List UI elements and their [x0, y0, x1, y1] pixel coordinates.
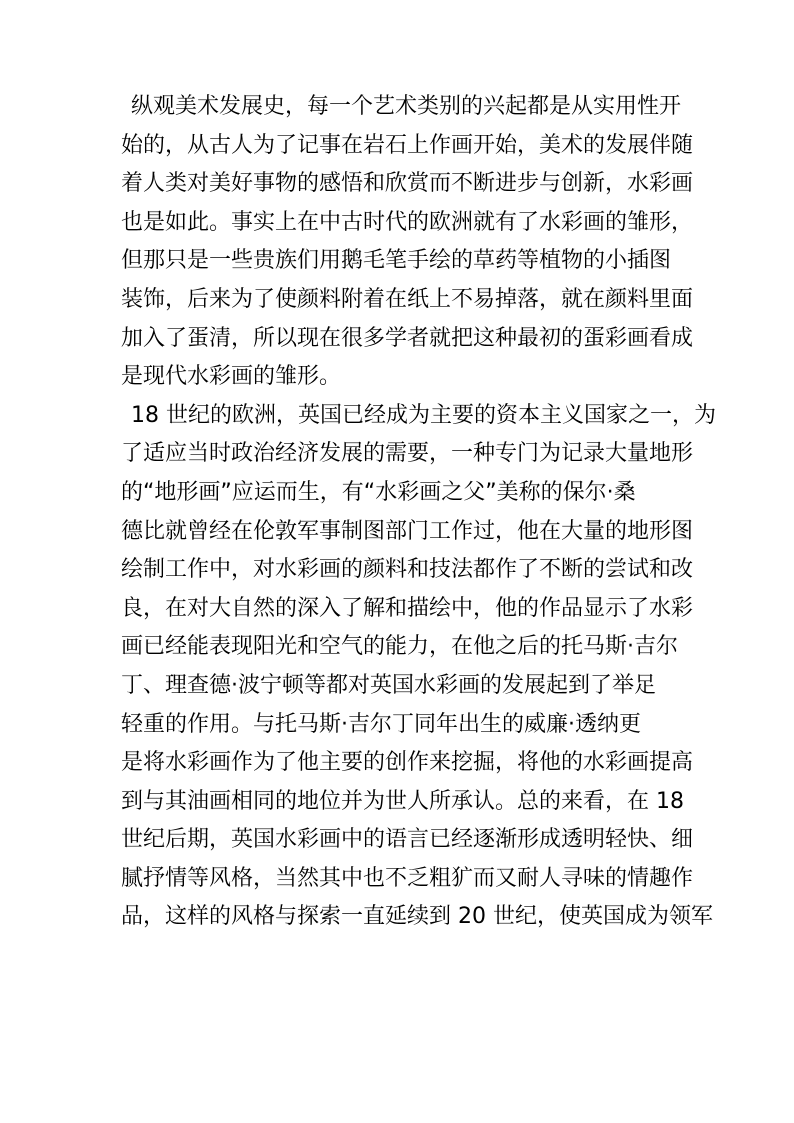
text-line: 良，在对大自然的深入了解和描绘中，他的作品显示了水彩 — [121, 595, 694, 621]
text-line: 纵观美术发展史，每一个艺术类别的兴起都是从实用性开 — [131, 94, 682, 119]
text-line: 绘制工作中，对水彩画的颜料和技法都作了不断的尝试和改 — [121, 557, 694, 583]
text-line: 世纪后期，英国水彩画中的语言已经逐渐形成透明轻快、细 — [121, 827, 694, 853]
paragraph-2 — [121, 397, 716, 937]
text-line: 装饰，后来为了使颜料附着在纸上不易掉落，就在颜料里面 — [121, 286, 694, 312]
text-line: 到与其油画相同的地位并为世人所承认。总的来看，在 18 — [121, 788, 684, 814]
text-line: 丁、理查德·波宁顿等都对英国水彩画的发展起到了举足 — [121, 672, 656, 698]
text-line: 腻抒情等风格，当然其中也不乏粗犷而又耐人寻味的情趣作 — [121, 865, 694, 891]
text-line: 加入了蛋清，所以现在很多学者就把这种最初的蛋彩画看成 — [121, 325, 694, 351]
text-line: 始的，从古人为了记事在岩石上作画开始，美术的发展伴随 — [121, 132, 694, 158]
text-line: 德比就曾经在伦敦军事制图部门工作过，他在大量的地形图 — [121, 518, 694, 544]
text-line: 了适应当时政治经济发展的需要，一种专门为记录大量地形 — [121, 441, 694, 467]
text-line: 着人类对美好事物的感悟和欣赏而不断进步与创新，水彩画 — [121, 171, 694, 197]
text-line: 是现代水彩画的雏形。 — [121, 364, 342, 390]
paragraph-1 — [121, 88, 694, 397]
text-line: 的“地形画”应运而生，有“水彩画之父”美称的保尔·桑 — [121, 479, 636, 505]
text-line: 也是如此。事实上在中古时代的欧洲就有了水彩画的雏形， — [121, 209, 694, 235]
text-line: 轻重的作用。与托马斯·吉尔丁同年出生的威廉·透纳更 — [121, 711, 641, 737]
text-line: 品，这样的风格与探索一直延续到 20 世纪，使英国成为领军 — [121, 904, 713, 930]
body-text — [121, 88, 716, 937]
text-line: 画已经能表现阳光和空气的能力，在他之后的托马斯·吉尔 — [121, 634, 678, 660]
text-line: 但那只是一些贵族们用鹅毛笔手绘的草药等植物的小插图 — [121, 248, 672, 274]
text-line: 18 世纪的欧洲，英国已经成为主要的资本主义国家之一，为 — [131, 402, 716, 428]
text-line: 是将水彩画作为了他主要的创作来挖掘，将他的水彩画提高 — [121, 750, 694, 776]
